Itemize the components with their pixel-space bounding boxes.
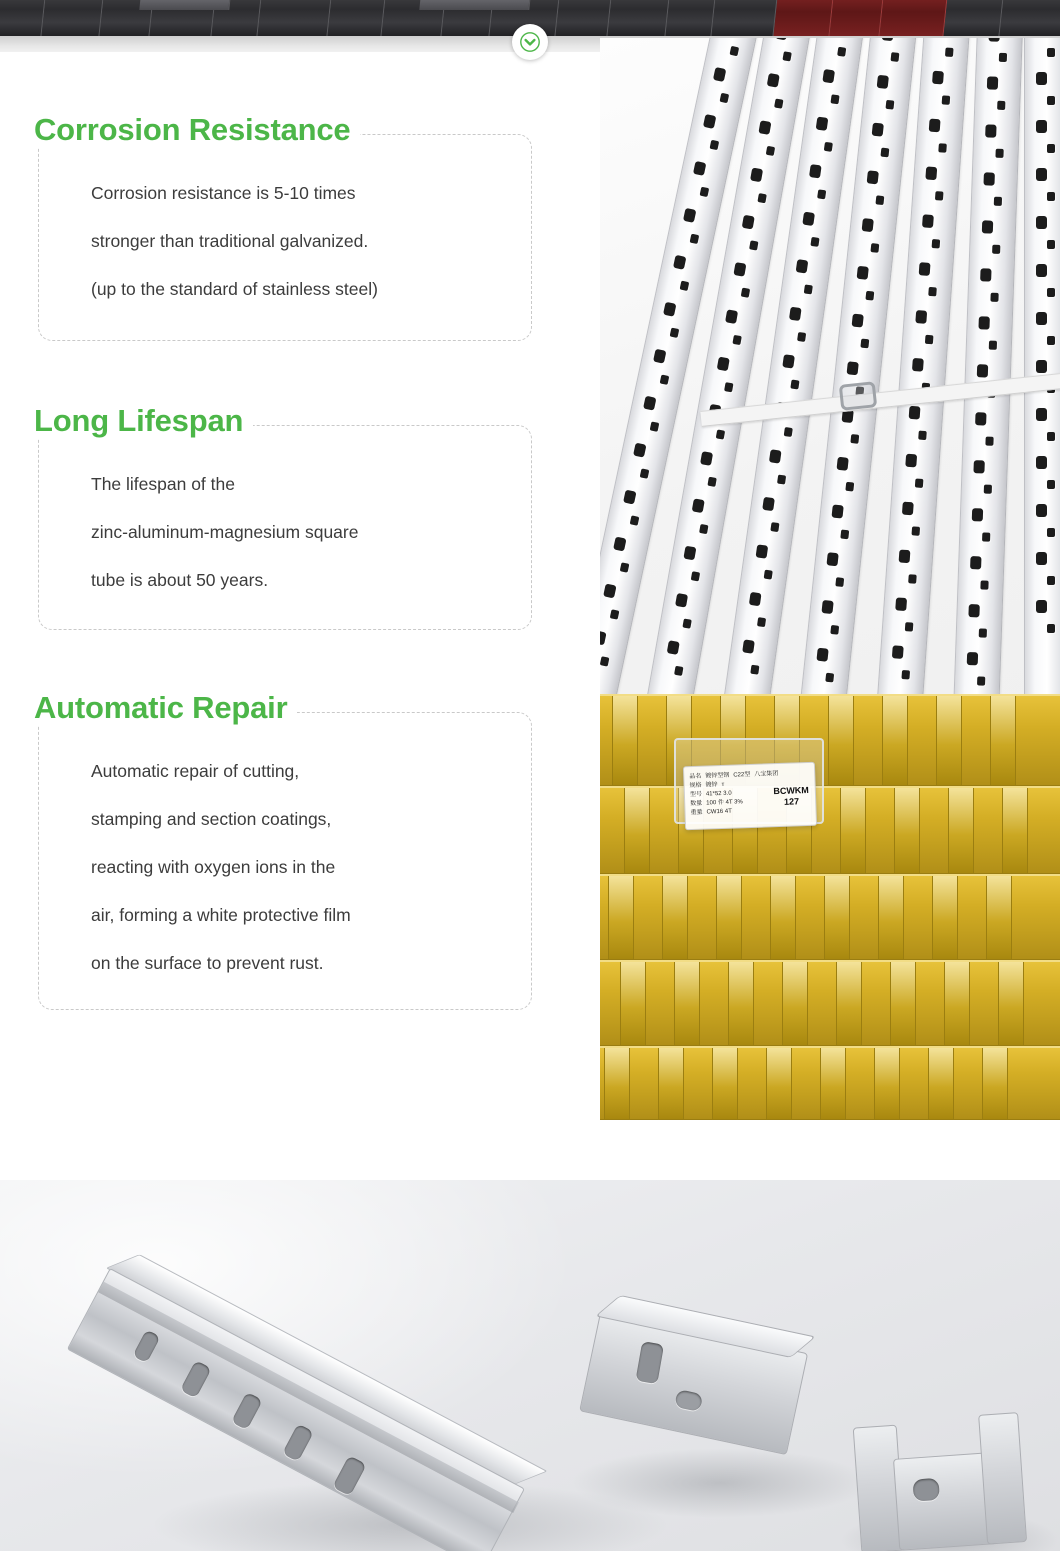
label-code: BCWKM 127 [773, 784, 809, 807]
strap-buckle [839, 381, 878, 411]
feature-list [0, 52, 600, 1020]
feature-text-box [38, 712, 532, 1010]
channel-bracket-middle [576, 1309, 808, 1470]
feature-line: tube is about 50 years. [91, 570, 269, 590]
angle-bracket-right [851, 1387, 1022, 1551]
feature-text-box [38, 134, 532, 341]
feature-line: zinc-aluminum-magnesium square [91, 522, 359, 542]
section-gap [0, 1120, 1060, 1180]
feature-line: (up to the standard of stainless steel) [91, 279, 378, 299]
feature-title: Long Lifespan [34, 403, 253, 439]
label-row: 品名 镀锌型钢 C22型 八宝集团 [689, 771, 779, 781]
feature-text-box [38, 425, 532, 630]
strut-channel-bundle-photo [600, 38, 1060, 1120]
yellow-channel-stack [600, 694, 1060, 786]
label-row: 重量 CW16 4T [690, 808, 732, 817]
chevron-down-icon [520, 32, 540, 52]
feature-line: on the surface to prevent rust. [91, 953, 324, 973]
feature-line: reacting with oxygen ions in the [91, 857, 336, 877]
yellow-channel-stack [600, 1046, 1060, 1120]
feature-line: stamping and section coatings, [91, 809, 332, 829]
label-row: 规格 镀锌 т [689, 781, 725, 790]
yellow-channel-stack [600, 786, 1060, 874]
feature-title: Corrosion Resistance [34, 112, 360, 148]
feature-corrosion-resistance [34, 112, 600, 341]
feature-long-lifespan [34, 403, 600, 630]
feature-line: air, forming a white protective film [91, 905, 351, 925]
feature-line: Automatic repair of cutting, [91, 761, 300, 781]
yellow-channel-stack [600, 874, 1060, 960]
feature-automatic-repair [34, 690, 600, 1010]
scroll-down-badge[interactable] [512, 24, 548, 60]
product-label-tag [683, 762, 817, 831]
label-row: 型号 41*52 3.0 [689, 790, 732, 799]
feature-line: stronger than traditional galvanized. [91, 231, 369, 251]
feature-line: Corrosion resistance is 5-10 times [91, 183, 356, 203]
feature-title: Automatic Repair [34, 690, 297, 726]
label-row: 数量 100 件 4T 3% [690, 799, 743, 808]
feature-line: The lifespan of the [91, 474, 235, 494]
yellow-channel-stack [600, 960, 1060, 1046]
galvanized-channel-parts-photo [0, 1180, 1060, 1551]
